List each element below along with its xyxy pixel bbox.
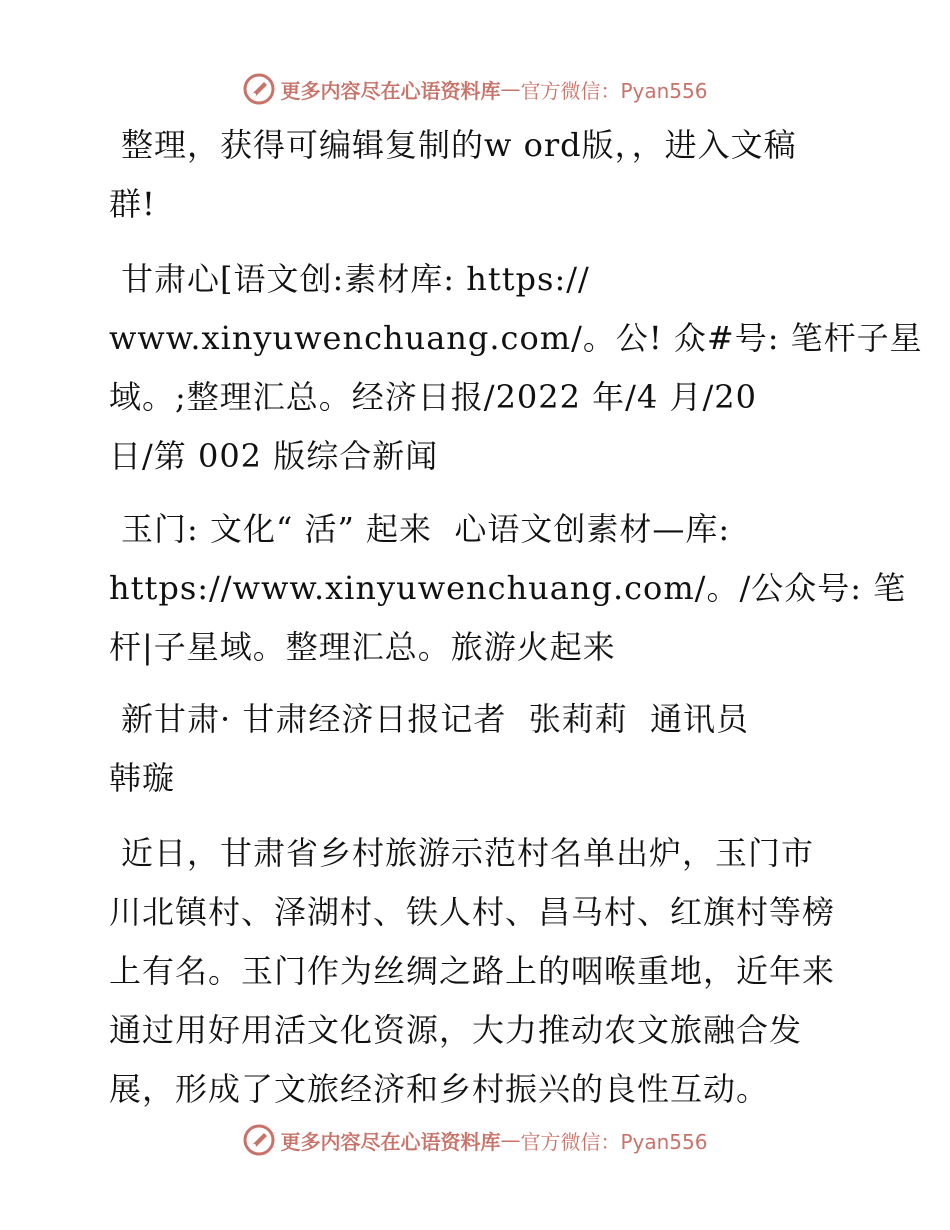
text-line: 整理，获得可编辑复制的w ord版，，进入文稿 xyxy=(121,126,797,164)
text-line: 韩璇 xyxy=(109,759,176,797)
paragraph-5 xyxy=(97,824,857,1119)
watermark-text: 更多内容尽在心语资料库 xyxy=(280,78,501,103)
header-watermark xyxy=(0,72,950,106)
text-line: 通过用好用活文化资源，大力推动农文旅融合发 xyxy=(109,1011,803,1049)
text-line: 新甘肃· 甘肃经济日报记者 张莉莉 通讯员 xyxy=(121,700,750,738)
watermark-text: 更多内容尽在心语资料库 xyxy=(280,1129,501,1154)
paragraph-3 xyxy=(97,500,907,677)
text-line: 甘肃心[语文创:素材库: https:// xyxy=(121,260,590,298)
text-line: 杆|子星域。整理汇总。旅游火起来 xyxy=(109,628,616,666)
paragraph-1 xyxy=(97,116,857,234)
watermark-contact: 官方微信：Pyan556 xyxy=(520,78,708,103)
text-line: 玉门: 文化“ 活” 起来 心语文创素材—库: xyxy=(121,510,731,548)
text-line: https://www.xinyuwenchuang.com/。/公众号: 笔 xyxy=(109,569,907,607)
logo-icon xyxy=(242,72,276,106)
text-line: 域。;整理汇总。经济日报/2022 年/4 月/20 xyxy=(109,378,757,416)
footer-watermark xyxy=(0,1123,950,1157)
watermark-dash: — xyxy=(500,77,521,101)
text-line: 川北镇村、泽湖村、铁人村、昌马村、红旗村等榜 xyxy=(109,893,836,931)
paragraph-2 xyxy=(97,250,923,486)
text-line: 上有名。玉门作为丝绸之路上的咽喉重地，近年来 xyxy=(109,952,836,990)
watermark-dash: — xyxy=(500,1128,521,1152)
text-line: 展，形成了文旅经济和乡村振兴的良性互动。 xyxy=(109,1070,770,1108)
logo-icon xyxy=(242,1123,276,1157)
text-line: 群! xyxy=(109,185,156,223)
paragraph-4 xyxy=(97,690,857,808)
text-line: 日/第 002 版综合新闻 xyxy=(109,437,439,475)
text-line: www.xinyuwenchuang.com/。公! 众#号: 笔杆子星 xyxy=(109,319,923,357)
watermark-contact: 官方微信：Pyan556 xyxy=(520,1129,708,1154)
text-line: 近日，甘肃省乡村旅游示范村名单出炉，玉门市 xyxy=(121,834,815,872)
